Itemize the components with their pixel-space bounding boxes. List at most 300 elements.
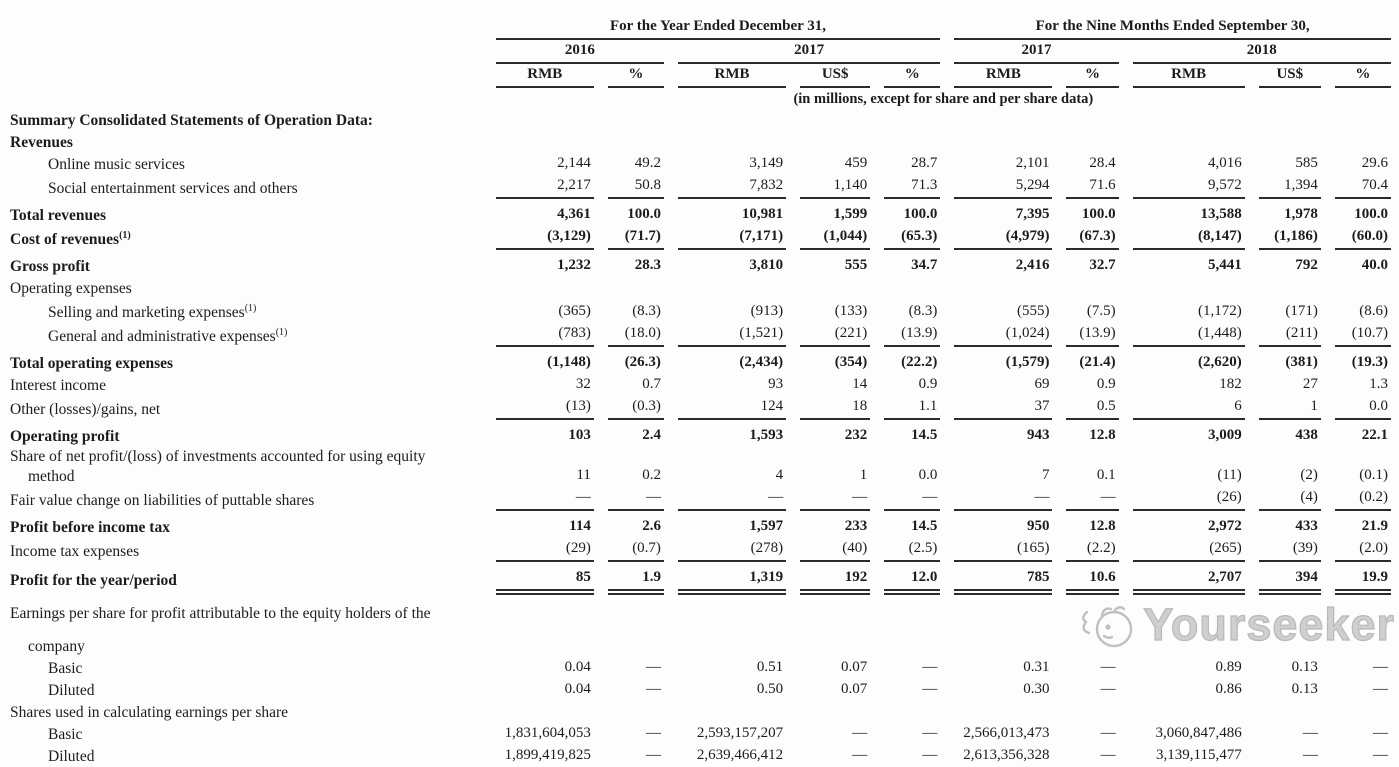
value-cell: (0.7) xyxy=(601,538,671,562)
table-row xyxy=(2,538,1398,562)
value-cell: 3,009 xyxy=(1208,427,1242,444)
value-cell: (354) xyxy=(834,354,868,371)
header-spacer xyxy=(2,88,489,109)
row-label: Earnings per share for profit attributable to the equity holders of the company xyxy=(10,605,431,656)
value-cell: 0.1 xyxy=(1096,467,1116,484)
year-2018: 2018 xyxy=(1126,40,1398,64)
value-cell xyxy=(1328,109,1398,131)
value-cell: 3,060,847,486 xyxy=(1155,725,1242,742)
value-cell: 2.6 xyxy=(642,518,661,535)
value-cell: 13,588 xyxy=(1200,206,1242,222)
value-cell xyxy=(1126,277,1252,299)
value-cell: (783) xyxy=(489,323,601,347)
value-cell: 0.07 xyxy=(840,659,868,676)
value-cell: (29) xyxy=(489,538,601,562)
value-cell: 1.9 xyxy=(601,562,671,591)
value-cell: (0.1) xyxy=(1359,467,1388,484)
value-cell: 1,899,419,825 xyxy=(504,747,591,764)
value-cell: 394 xyxy=(1252,562,1328,591)
value-cell: — xyxy=(922,725,938,742)
table-row xyxy=(2,701,1398,723)
value-cell: (165) xyxy=(947,538,1059,562)
table-row xyxy=(2,420,1398,447)
value-cell: 459 xyxy=(844,155,868,171)
period-group-year-ended xyxy=(489,10,948,40)
value-cell: 0.13 xyxy=(1291,659,1318,676)
value-cell: — xyxy=(852,747,868,764)
value-cell: (8.3) xyxy=(908,303,938,320)
value-cell xyxy=(1252,701,1328,723)
value-cell: (2,434) xyxy=(739,354,784,371)
table-row xyxy=(2,323,1398,347)
row-label: Social entertainment services and others xyxy=(48,180,298,197)
units-note: (in millions, except for share and per share data) xyxy=(793,91,1094,107)
value-cell: 49.2 xyxy=(634,155,661,171)
value-cell: — xyxy=(1373,681,1388,698)
table-row xyxy=(2,745,1398,767)
value-cell xyxy=(877,277,947,299)
value-cell: (8.3) xyxy=(632,303,661,320)
value-cell: (1,044) xyxy=(793,226,877,250)
value-cell xyxy=(947,131,1059,153)
value-cell: 785 xyxy=(947,562,1059,591)
value-cell: 14 xyxy=(852,376,868,393)
value-cell xyxy=(1252,277,1328,299)
value-cell: (913) xyxy=(750,303,784,320)
value-cell: 12.0 xyxy=(877,562,947,591)
table-row xyxy=(2,131,1398,153)
value-cell: 5,441 xyxy=(1208,257,1242,274)
value-cell: 2,613,356,328 xyxy=(963,747,1050,764)
value-cell: (39) xyxy=(1252,538,1328,562)
value-cell: 1,232 xyxy=(557,257,591,274)
year-2016: 2016 xyxy=(489,40,671,64)
value-cell: — xyxy=(793,487,877,511)
value-cell: — xyxy=(922,659,938,676)
value-cell: (278) xyxy=(671,538,793,562)
value-cell xyxy=(601,109,671,131)
value-cell xyxy=(1126,131,1252,153)
unit-header: % xyxy=(1059,64,1125,88)
value-cell: — xyxy=(1059,487,1125,511)
value-cell: 71.6 xyxy=(1059,175,1125,199)
table-row xyxy=(2,591,1398,657)
value-cell: 2,416 xyxy=(1015,257,1050,274)
value-cell: 71.3 xyxy=(877,175,947,199)
header-spacer xyxy=(2,64,489,88)
value-cell: (2) xyxy=(1300,467,1318,484)
value-cell: 192 xyxy=(793,562,877,591)
value-cell: 103 xyxy=(568,427,591,444)
value-cell: 40.0 xyxy=(1361,257,1388,274)
row-label: Share of net profit/(loss) of investments accounted for using equity method xyxy=(10,448,426,486)
value-cell: (65.3) xyxy=(877,226,947,250)
value-cell: 3,810 xyxy=(749,257,784,274)
value-cell: (1,172) xyxy=(1198,303,1242,320)
table-row xyxy=(2,447,1398,487)
table-row xyxy=(2,487,1398,511)
value-cell: 2,593,157,207 xyxy=(696,725,784,742)
value-cell: 1,140 xyxy=(793,175,877,199)
table-row xyxy=(2,657,1398,679)
value-cell: 0.86 xyxy=(1215,681,1242,698)
value-cell: (3,129) xyxy=(489,226,601,250)
units-note-cell xyxy=(489,88,1398,109)
value-cell xyxy=(671,591,793,657)
year-row xyxy=(2,40,1398,64)
value-cell: 10.6 xyxy=(1059,562,1125,591)
row-label: Summary Consolidated Statements of Operation Data: xyxy=(10,112,373,129)
row-label: Basic xyxy=(48,726,83,744)
row-label: Profit for the year/period xyxy=(10,572,177,590)
value-cell: — xyxy=(645,725,661,742)
value-cell: (22.2) xyxy=(901,354,938,371)
value-cell: — xyxy=(671,487,793,511)
value-cell: 950 xyxy=(1026,518,1050,535)
value-cell: 32.7 xyxy=(1089,257,1116,274)
value-cell: (40) xyxy=(793,538,877,562)
value-cell xyxy=(601,591,671,657)
value-cell: 12.8 xyxy=(1089,427,1116,444)
value-cell xyxy=(947,277,1059,299)
value-cell: 0.2 xyxy=(642,467,661,484)
unit-header: % xyxy=(601,64,671,88)
year-2017: 2017 xyxy=(671,40,947,64)
value-cell xyxy=(601,277,671,299)
value-cell: 2,101 xyxy=(1015,155,1050,171)
value-cell xyxy=(671,701,793,723)
value-cell: 10,981 xyxy=(741,206,784,222)
unit-header: US$ xyxy=(1252,64,1328,88)
row-label: Diluted xyxy=(48,682,95,700)
value-cell xyxy=(793,701,877,723)
value-cell: 943 xyxy=(1026,427,1050,444)
value-cell: (19.3) xyxy=(1351,354,1388,371)
value-cell: 85 xyxy=(489,562,601,591)
watermark-text: Yourseeker xyxy=(1143,599,1395,650)
value-cell: 32 xyxy=(575,376,591,393)
value-cell xyxy=(947,701,1059,723)
value-cell: (211) xyxy=(1252,323,1328,347)
value-cell: 124 xyxy=(671,396,793,420)
table-row xyxy=(2,396,1398,420)
value-cell xyxy=(1059,277,1125,299)
value-cell: 0.30 xyxy=(1023,681,1050,698)
period-group-row xyxy=(2,10,1398,40)
value-cell: 2,566,013,473 xyxy=(963,725,1050,742)
value-cell: 100.0 xyxy=(1081,206,1116,222)
unit-header: US$ xyxy=(793,64,877,88)
value-cell: (8,147) xyxy=(1126,226,1252,250)
value-cell: (26.3) xyxy=(624,354,661,371)
value-cell: (8.6) xyxy=(1359,303,1388,320)
value-cell: 93 xyxy=(768,376,784,393)
value-cell: (60.0) xyxy=(1328,226,1398,250)
value-cell: 585 xyxy=(1295,155,1318,171)
value-cell: 7,832 xyxy=(671,175,793,199)
value-cell: 12.8 xyxy=(1089,518,1116,535)
value-cell: — xyxy=(922,681,938,698)
table-row xyxy=(2,277,1398,299)
value-cell: (1,579) xyxy=(1005,354,1050,371)
header-spacer xyxy=(2,40,489,64)
value-cell: 555 xyxy=(844,257,868,274)
value-cell xyxy=(1328,131,1398,153)
value-cell: 1,593 xyxy=(749,427,784,444)
value-cell: 0.9 xyxy=(1096,376,1116,393)
value-cell: 0.31 xyxy=(1023,659,1050,676)
table-body xyxy=(2,109,1398,767)
value-cell xyxy=(1328,277,1398,299)
table-row xyxy=(2,250,1398,277)
value-cell: — xyxy=(645,659,661,676)
row-label: Revenues xyxy=(10,134,73,151)
value-cell: 0.50 xyxy=(756,681,784,698)
value-cell: 11 xyxy=(576,467,591,484)
value-cell: 0.04 xyxy=(564,681,591,698)
value-cell: 438 xyxy=(1295,427,1318,444)
row-label: General and administrative expenses$^{(1)}$ xyxy=(48,327,288,346)
value-cell xyxy=(877,591,947,657)
value-cell: (7,171) xyxy=(671,226,793,250)
row-label: Diluted xyxy=(48,748,95,766)
unit-header: RMB xyxy=(947,64,1059,88)
row-label: Fair value change on liabilities of puttable shares xyxy=(10,492,315,510)
row-label: Other (losses)/gains, net xyxy=(10,401,161,419)
value-cell xyxy=(1126,701,1252,723)
value-cell: — xyxy=(1373,725,1388,742)
value-cell: 1,319 xyxy=(671,562,793,591)
unit-header: % xyxy=(877,64,947,88)
value-cell: 4,361 xyxy=(557,206,591,222)
value-cell xyxy=(793,131,877,153)
value-cell: — xyxy=(852,725,868,742)
value-cell: — xyxy=(1100,659,1116,676)
unit-header: RMB xyxy=(489,64,601,88)
value-cell: — xyxy=(947,487,1059,511)
value-cell: 1,831,604,053 xyxy=(504,725,591,742)
value-cell: 0.07 xyxy=(840,681,868,698)
value-cell: 0.89 xyxy=(1215,659,1242,676)
value-cell: 0.5 xyxy=(1059,396,1125,420)
table-row xyxy=(2,226,1398,250)
value-cell: 2,144 xyxy=(557,155,591,171)
value-cell: — xyxy=(1302,747,1318,764)
value-cell: (171) xyxy=(1285,303,1318,320)
value-cell: (11) xyxy=(1217,467,1242,484)
value-cell: 100.0 xyxy=(903,206,938,222)
period-group-nine-months xyxy=(947,10,1398,40)
value-cell xyxy=(793,109,877,131)
value-cell: — xyxy=(1100,747,1116,764)
value-cell: (365) xyxy=(558,303,591,320)
table-row xyxy=(2,153,1398,175)
value-cell: — xyxy=(1302,725,1318,742)
value-cell xyxy=(1059,701,1125,723)
value-cell: — xyxy=(489,487,601,511)
value-cell: (2.2) xyxy=(1059,538,1125,562)
value-cell xyxy=(1059,131,1125,153)
value-cell: 18 xyxy=(793,396,877,420)
value-cell: 37 xyxy=(947,396,1059,420)
value-cell xyxy=(1059,591,1125,657)
value-cell: 69 xyxy=(1034,376,1050,393)
value-cell: — xyxy=(645,747,661,764)
value-cell: 50.8 xyxy=(601,175,671,199)
value-cell: 21.9 xyxy=(1361,518,1388,535)
value-cell: (2,620) xyxy=(1198,354,1242,371)
value-cell: (381) xyxy=(1285,354,1318,371)
table-row xyxy=(2,679,1398,701)
row-label: Interest income xyxy=(10,377,106,395)
value-cell xyxy=(489,131,601,153)
value-cell: 2.4 xyxy=(642,427,661,444)
value-cell: 28.7 xyxy=(911,155,938,171)
value-cell: 792 xyxy=(1295,257,1318,274)
value-cell: (0.3) xyxy=(601,396,671,420)
value-cell: 27 xyxy=(1302,376,1318,393)
value-cell: 4 xyxy=(775,467,784,484)
row-label: Shares used in calculating earnings per share xyxy=(10,704,289,722)
value-cell: 0.9 xyxy=(918,376,938,393)
value-cell: 19.9 xyxy=(1328,562,1398,591)
value-cell xyxy=(489,109,601,131)
row-label: Operating profit xyxy=(10,428,120,446)
value-cell: 28.3 xyxy=(634,257,661,274)
table-row xyxy=(2,199,1398,226)
unit-header: RMB xyxy=(671,64,793,88)
row-label: Income tax expenses xyxy=(10,543,140,561)
value-cell: (71.7) xyxy=(601,226,671,250)
value-cell: 14.5 xyxy=(911,427,938,444)
operations-data-table xyxy=(2,10,1398,767)
value-cell xyxy=(671,277,793,299)
unit-header-row xyxy=(2,64,1398,88)
value-cell xyxy=(601,131,671,153)
value-cell: (10.7) xyxy=(1328,323,1398,347)
value-cell xyxy=(1126,591,1252,657)
table-row xyxy=(2,723,1398,745)
table-row xyxy=(2,175,1398,199)
value-cell: 114 xyxy=(569,518,591,535)
value-cell xyxy=(947,109,1059,131)
value-cell xyxy=(489,591,601,657)
value-cell: 5,294 xyxy=(947,175,1059,199)
value-cell: (67.3) xyxy=(1059,226,1125,250)
value-cell xyxy=(1328,591,1398,657)
value-cell xyxy=(1328,701,1398,723)
row-label: Selling and marketing expenses$^{(1)}$ xyxy=(48,303,257,322)
table-row xyxy=(2,109,1398,131)
value-cell: (265) xyxy=(1126,538,1252,562)
row-label: Operating expenses xyxy=(10,280,132,298)
value-cell: 3,149 xyxy=(749,155,784,171)
value-cell: 0.13 xyxy=(1291,681,1318,698)
value-cell: 22.1 xyxy=(1361,427,1388,444)
value-cell: 0.0 xyxy=(918,467,938,484)
value-cell: 1,978 xyxy=(1284,206,1318,222)
value-cell: — xyxy=(1100,681,1116,698)
header-spacer xyxy=(2,10,489,40)
value-cell: 1.3 xyxy=(1369,376,1388,393)
value-cell: 233 xyxy=(844,518,868,535)
table-header xyxy=(2,10,1398,109)
row-label: Gross profit xyxy=(10,258,90,276)
value-cell: (13) xyxy=(489,396,601,420)
value-cell xyxy=(793,591,877,657)
value-cell: (1,186) xyxy=(1252,226,1328,250)
value-cell: 9,572 xyxy=(1126,175,1252,199)
value-cell: 14.5 xyxy=(911,518,938,535)
period-group-title: For the Year Ended December 31, xyxy=(496,16,941,40)
value-cell xyxy=(1059,109,1125,131)
value-cell: 3,139,115,477 xyxy=(1156,747,1242,764)
value-cell xyxy=(877,131,947,153)
value-cell: 1,394 xyxy=(1252,175,1328,199)
value-cell: (18.0) xyxy=(601,323,671,347)
unit-header: % xyxy=(1328,64,1398,88)
value-cell xyxy=(671,131,793,153)
value-cell: (26) xyxy=(1126,487,1252,511)
value-cell: (2.0) xyxy=(1328,538,1398,562)
value-cell: 34.7 xyxy=(911,257,938,274)
value-cell: (4) xyxy=(1252,487,1328,511)
value-cell xyxy=(1252,131,1328,153)
value-cell: (1,024) xyxy=(947,323,1059,347)
value-cell: (13.9) xyxy=(877,323,947,347)
row-label: Total operating expenses xyxy=(10,355,174,373)
value-cell xyxy=(601,701,671,723)
period-group-title: For the Nine Months Ended September 30, xyxy=(954,16,1391,40)
row-label: Profit before income tax xyxy=(10,519,170,537)
value-cell: 100.0 xyxy=(1354,206,1388,222)
value-cell xyxy=(1252,109,1328,131)
value-cell: 1.1 xyxy=(877,396,947,420)
value-cell: 29.6 xyxy=(1361,155,1388,171)
row-label: Cost of revenues$^{(1)}$ xyxy=(10,230,131,249)
value-cell: (1,521) xyxy=(671,323,793,347)
value-cell: 2,707 xyxy=(1126,562,1252,591)
table-row xyxy=(2,374,1398,396)
value-cell: 1,597 xyxy=(749,518,784,535)
units-note-row xyxy=(2,88,1398,109)
value-cell: 4,016 xyxy=(1208,155,1242,171)
value-cell: — xyxy=(1373,747,1388,764)
value-cell xyxy=(489,701,601,723)
row-label: Total revenues xyxy=(10,207,107,224)
value-cell: — xyxy=(877,487,947,511)
value-cell: (7.5) xyxy=(1086,303,1116,320)
year-2017-nine-months: 2017 xyxy=(947,40,1125,64)
value-cell: — xyxy=(645,681,661,698)
value-cell: 0.04 xyxy=(564,659,591,676)
value-cell: — xyxy=(601,487,671,511)
value-cell: 1 xyxy=(1252,396,1328,420)
value-cell: (13.9) xyxy=(1059,323,1125,347)
value-cell: — xyxy=(1100,725,1116,742)
value-cell: — xyxy=(922,747,938,764)
value-cell xyxy=(489,277,601,299)
value-cell: (1,148) xyxy=(547,354,591,371)
value-cell: 100.0 xyxy=(627,206,661,222)
value-cell: 70.4 xyxy=(1328,175,1398,199)
value-cell xyxy=(671,109,793,131)
value-cell: (221) xyxy=(793,323,877,347)
value-cell: 1 xyxy=(859,467,868,484)
value-cell: 2,639,466,412 xyxy=(696,747,784,764)
value-cell: — xyxy=(1373,659,1388,676)
value-cell: 28.4 xyxy=(1089,155,1116,171)
